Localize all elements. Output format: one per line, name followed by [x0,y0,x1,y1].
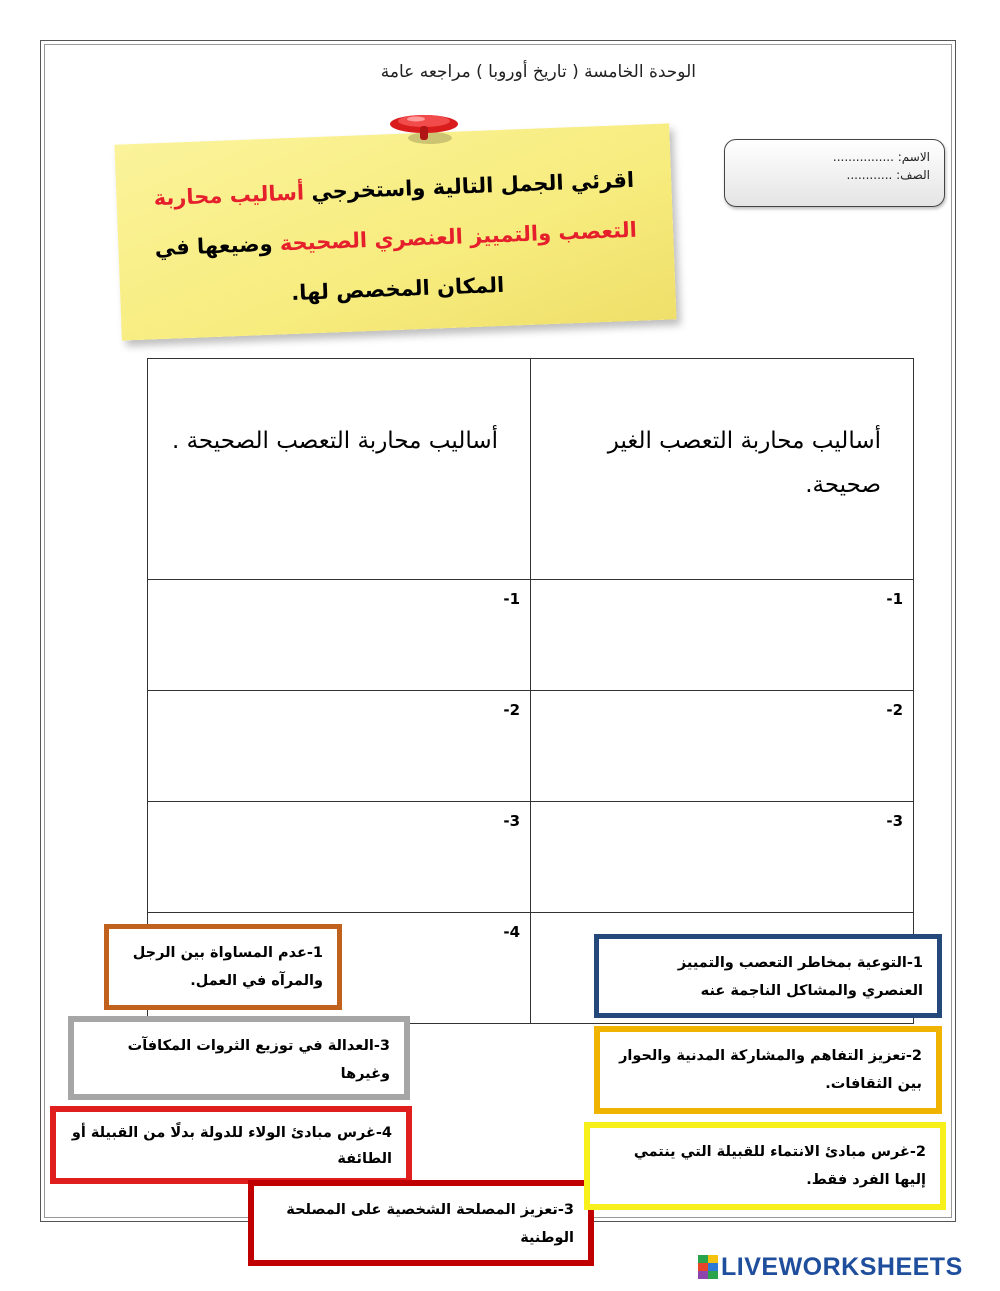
instruction-highlight: أساليب محاربة التعصب والتمييز العنصري الصحيحة [153,180,638,256]
drag-card-wealth-justice[interactable]: 3-العدالة في توزيع الثروات المكافآت وغيرها [68,1016,410,1100]
drop-slot-incorrect-1[interactable]: 1- [531,580,914,691]
logo-cubes-icon [698,1255,718,1279]
drag-card-civic-dialogue[interactable]: 2-تعزيز التفاهم والمشاركة المدنية والحوار بين الثقافات. [594,1026,942,1114]
header-incorrect-methods: أساليب محاربة التعصب الغير صحيحة. [531,359,914,580]
drag-card-awareness[interactable]: 1-التوعية بمخاطر التعصب والتمييز العنصري والمشاكل الناجمة عنه [594,934,942,1018]
instruction-text-part1: اقرئي الجمل التالية واستخرجي [303,167,635,205]
push-pin-icon [372,112,472,152]
drop-slot-correct-1[interactable]: 1- [148,580,531,691]
class-field[interactable]: الصف: ............ [846,168,930,182]
name-field[interactable]: الاسم: ................ [832,150,930,164]
liveworksheets-logo [698,1253,963,1281]
drop-slot-correct-3[interactable]: 3- [148,802,531,913]
instruction-text-part2: وضيعها في المكان المخصص لها. [154,231,505,306]
logo-text: LIVEWORKSHEETS [721,1252,963,1281]
drag-card-tribal-belonging[interactable]: 2-غرس مبادئ الانتماء للقبيلة التي ينتمي إليها الفرد فقط. [584,1122,946,1210]
drop-slot-correct-4[interactable]: 4- [148,913,531,1024]
student-info-box [724,139,945,207]
drag-card-gender-inequality[interactable]: 1-عدم المساواة بين الرجل والمرآه في العمل. [104,924,342,1010]
drop-slot-correct-2[interactable]: 2- [148,691,531,802]
drop-slot-incorrect-2[interactable]: 2- [531,691,914,802]
header-correct-methods: أساليب محاربة التعصب الصحيحة . [148,359,531,580]
instruction-sticky-note [114,123,676,340]
drag-card-personal-interest[interactable]: 3-تعزيز المصلحة الشخصية على المصلحة الوطنية [248,1180,594,1266]
drop-slot-incorrect-3[interactable]: 3- [531,802,914,913]
page-title: الوحدة الخامسة ( تاريخ أوروبا ) مراجعه عامة [380,62,696,82]
drag-card-state-loyalty[interactable]: 4-غرس مبادئ الولاء للدولة بدلًا من القبيلة أو الطائفة [50,1106,412,1184]
